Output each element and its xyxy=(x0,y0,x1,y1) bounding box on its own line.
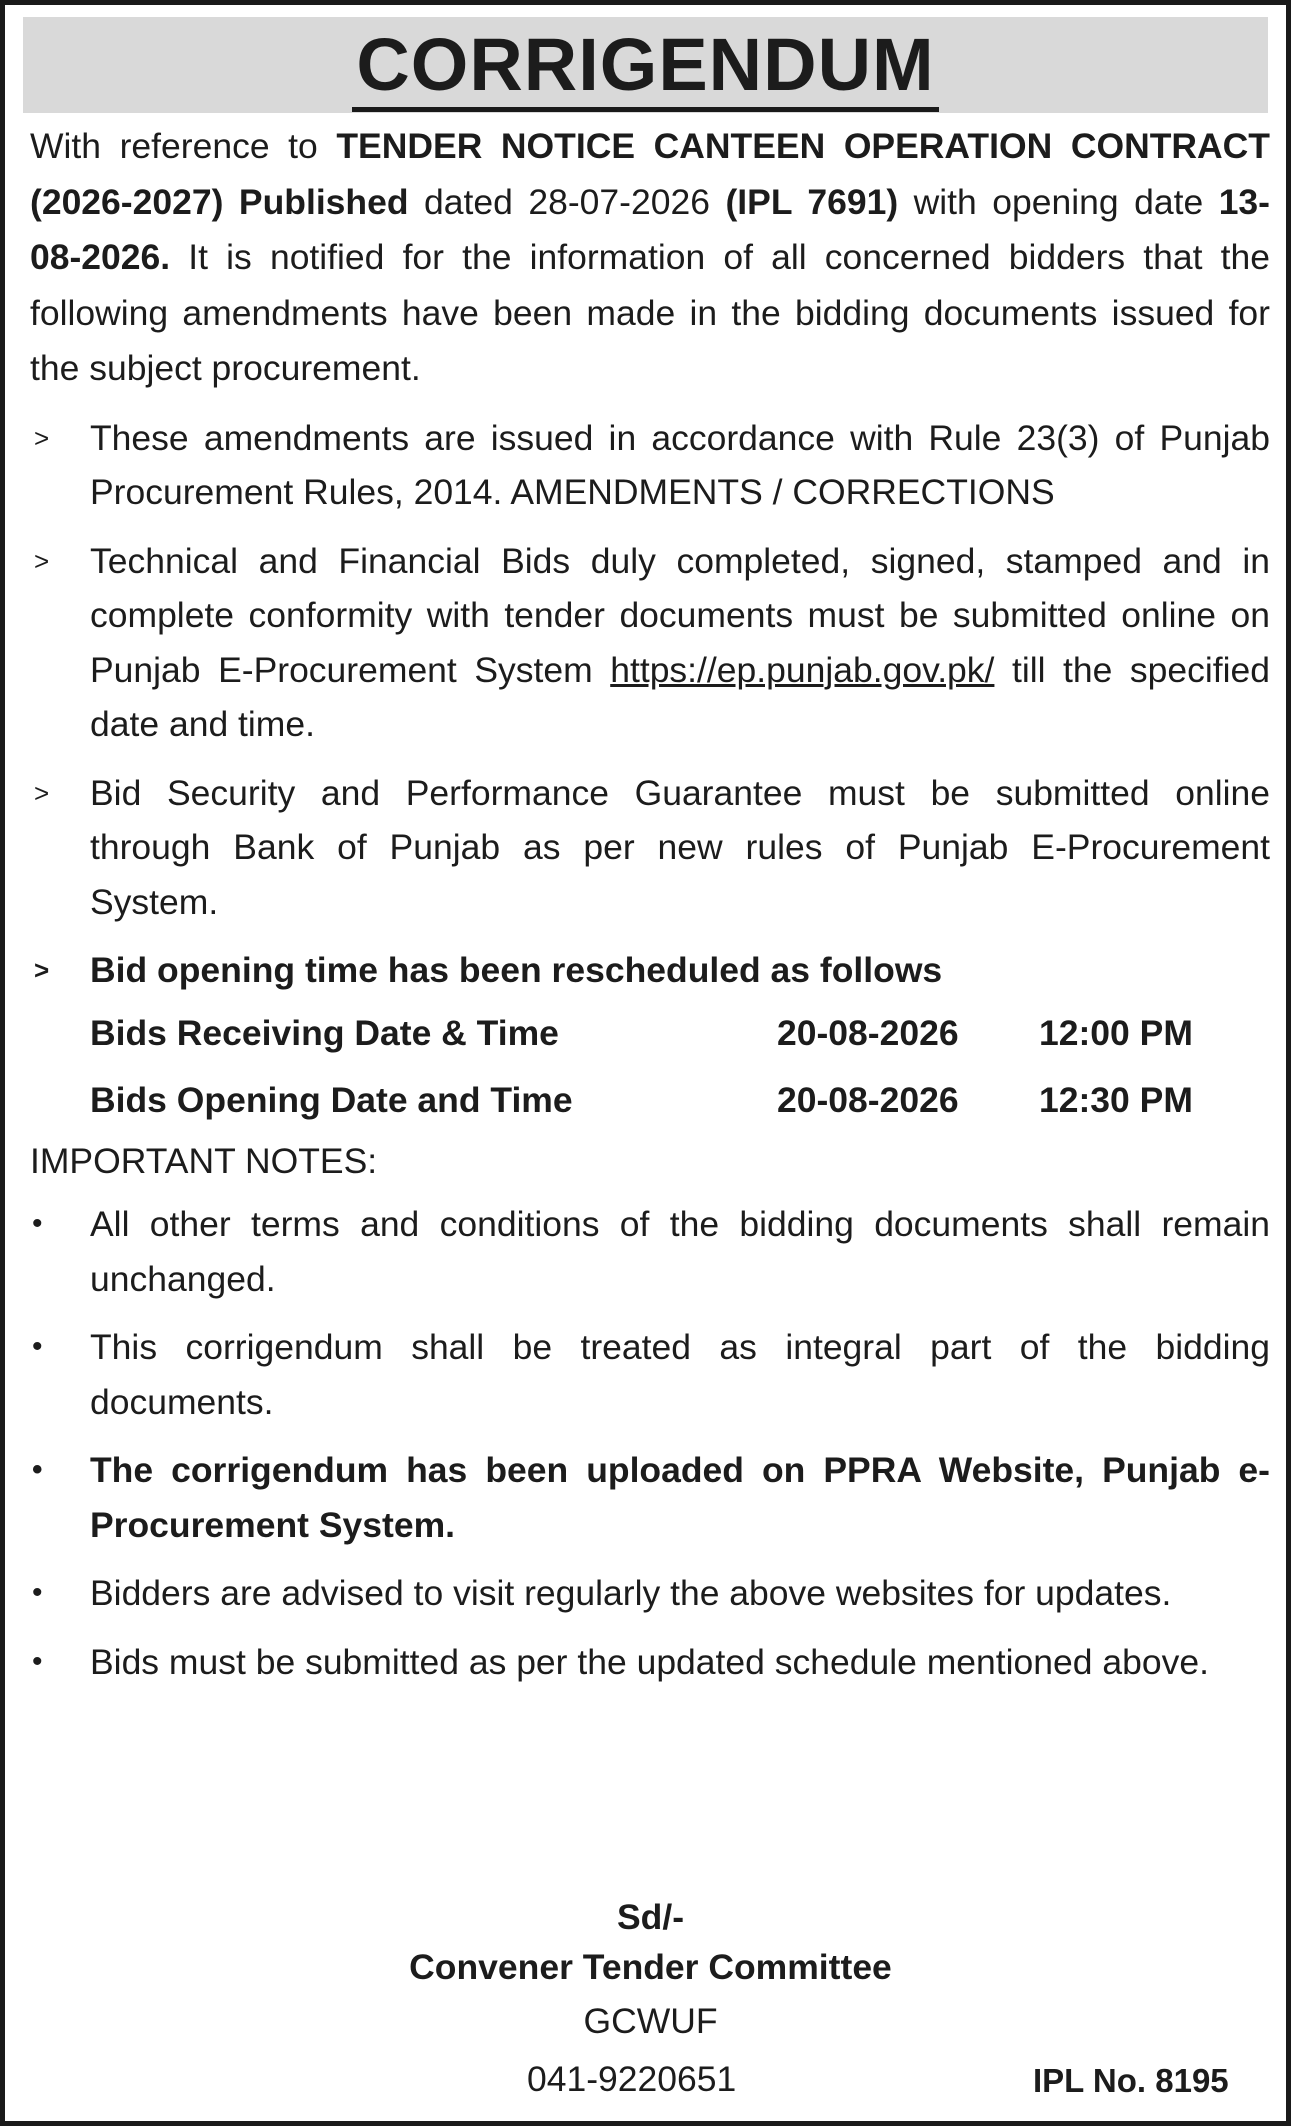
page-title: CORRIGENDUM xyxy=(352,23,938,112)
chevron-right-icon: > xyxy=(34,955,50,985)
schedule-time: 12:30 PM xyxy=(1039,1079,1193,1120)
notes-heading: IMPORTANT NOTES: xyxy=(30,1140,378,1181)
tender-name: TENDER NOTICE CANTEEN OPERATION CONTRACT (2026-2027) Published xyxy=(30,126,1270,222)
signature-sd: Sd/- xyxy=(616,1897,685,1937)
amendment-text: Bid opening time has been rescheduled as follows xyxy=(90,950,943,990)
note-text: Bidders are advised to visit regularly the above websites for updates. xyxy=(90,1573,1172,1613)
schedule-row xyxy=(90,1000,1270,1067)
amendments-list xyxy=(30,411,1270,998)
list-item xyxy=(30,411,1270,520)
contact-phone: 041-9220651 xyxy=(527,2059,737,2099)
amendment-text: These amendments are issued in accordance with Rule 23(3) of Punjab Procurement Rules, 2014. AMENDMENTS / CORRECTIONS xyxy=(90,417,1270,512)
notes-list xyxy=(30,1197,1270,1689)
list-item xyxy=(30,1635,1270,1690)
intro-text: With reference to xyxy=(30,126,337,166)
title-band xyxy=(23,17,1268,113)
amendment-text: Technical and Financial Bids duly completed, signed, stamped and in complete conformity with tender documents must be submitted online on Punjab E-Procurement System xyxy=(90,540,1270,690)
eprocurement-link[interactable]: https://ep.punjab.gov.pk/ xyxy=(610,649,995,690)
chevron-right-icon: > xyxy=(34,545,50,576)
notice-body xyxy=(30,119,1270,1703)
bullet-icon: • xyxy=(32,1644,43,1678)
signature-organization: GCWUF xyxy=(583,2001,718,2041)
list-item xyxy=(30,534,1270,752)
schedule-table xyxy=(90,1000,1270,1134)
intro-text: dated 28-07-2026 xyxy=(408,181,726,222)
list-item xyxy=(30,943,1270,998)
note-text: All other terms and conditions of the bidding documents shall remain unchanged. xyxy=(90,1204,1270,1299)
schedule-date: 20-08-2026 xyxy=(777,1079,959,1120)
intro-text: It is notified for the information of all concerned bidders that the following amendments have been made in the bidding documents issued for the subject procurement. xyxy=(30,237,1270,388)
chevron-right-icon: > xyxy=(34,422,50,453)
intro-paragraph xyxy=(30,119,1270,397)
list-item xyxy=(30,766,1270,930)
bullet-icon: • xyxy=(32,1330,43,1363)
schedule-date: 20-08-2026 xyxy=(777,1012,959,1053)
list-item xyxy=(30,1566,1270,1621)
ipl-reference: (IPL 7691) xyxy=(725,181,899,222)
note-text: This corrigendum shall be treated as integral part of the bidding documents. xyxy=(90,1327,1270,1422)
chevron-right-icon: > xyxy=(34,777,50,808)
amendment-text: Bid Security and Performance Guarantee must be submitted online through Bank of Punjab as per new rules of Punjab E-Procurement System. xyxy=(90,772,1270,922)
list-item xyxy=(30,1320,1270,1429)
bullet-icon: • xyxy=(32,1207,43,1240)
bullet-icon: • xyxy=(32,1576,43,1609)
intro-text: with opening date xyxy=(898,181,1219,222)
schedule-time: 12:00 PM xyxy=(1039,1012,1193,1053)
amendment-text: till the specified date and time. xyxy=(90,649,1270,744)
opening-date: 13-08-2026. xyxy=(30,181,1270,277)
list-item xyxy=(30,1197,1270,1306)
bullet-icon: • xyxy=(32,1453,43,1486)
ipl-number: IPL No. 8195 xyxy=(1033,2062,1229,2099)
list-item xyxy=(30,1443,1270,1552)
schedule-row xyxy=(90,1067,1270,1134)
schedule-label: Bids Receiving Date & Time xyxy=(90,1012,559,1053)
signature-designation: Convener Tender Committee xyxy=(409,1947,892,1987)
note-text: Bids must be submitted as per the updated schedule mentioned above. xyxy=(90,1641,1209,1682)
note-text: The corrigendum has been uploaded on PPRA Website, Punjab e-Procurement System. xyxy=(90,1450,1270,1545)
schedule-label: Bids Opening Date and Time xyxy=(90,1079,573,1120)
